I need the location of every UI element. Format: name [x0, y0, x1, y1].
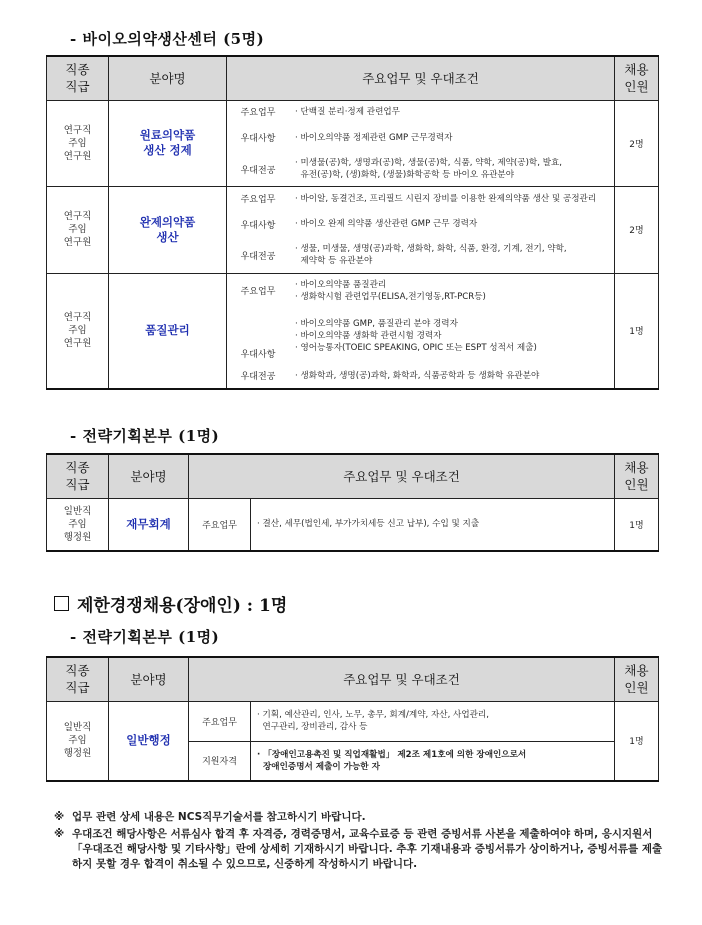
duties-cell — [227, 100, 615, 186]
note-text: 업무 관련 상세 내용은 NCS직무기술서를 참고하시기 바랍니다. — [72, 811, 366, 823]
duties-cell — [227, 273, 615, 389]
detail-label: 우대전공 — [240, 372, 276, 382]
header-field: 분야명 — [109, 657, 189, 701]
detail-item: · 바이오의약품 품질관리 · 생화학시험 관련업무(ELISA,전기영동,RT-PCR등) — [295, 279, 486, 302]
count-cell: 2명 — [615, 186, 659, 273]
detail-item: · 기획, 예산관리, 인사, 노무, 총무, 회계/계약, 자산, 사업관리, 연구관리, 장비관리, 감사 등 — [251, 701, 615, 741]
header-count: 채용 인원 — [615, 454, 659, 498]
detail-label: 주요업무 — [189, 498, 251, 551]
header-grade: 직종 직급 — [47, 454, 109, 498]
header-duties: 주요업무 및 우대조건 — [189, 657, 615, 701]
table-row — [47, 498, 659, 551]
restricted-hiring-label: 제한경쟁채용(장애인) : 1명 — [77, 596, 288, 616]
detail-item: · 바이오 완제 의약품 생산관련 GMP 근무 경력자 — [295, 219, 478, 229]
note-text: 우대조건 해당사항은 서류심사 합격 후 자격증, 경력증명서, 교육수료증 등 관련 증빙서류 사본을 제출하여야 하며, 응시지원서 「우대조건 해당사항 및 기타사항」란에 상세히 기재하시기 바랍니다. 추후 기재내용과 증빙서류가 상이하거나, 증빙서류를 제출하지 못할 경우 합격이 취소될 수 있으므로, 신중하게 작성하시기 바랍니다. — [72, 828, 663, 870]
field-cell: 품질관리 — [109, 273, 227, 389]
note-mark: ※ — [54, 811, 65, 823]
count-cell: 1명 — [615, 498, 659, 551]
detail-item: · 바이오의약품 정제관련 GMP 근무경력자 — [295, 132, 453, 143]
grade-cell: 일반직 주임 행정원 — [47, 701, 109, 781]
detail-item: · 생화학과, 생명(공)과학, 화학과, 식품공학과 등 생화학 유관분야 — [295, 370, 540, 381]
footnotes — [54, 810, 664, 872]
footnote — [54, 827, 664, 872]
header-field: 분야명 — [109, 454, 189, 498]
grade-cell: 연구직 주임 연구원 — [47, 100, 109, 186]
detail-label: 우대사항 — [240, 220, 276, 231]
table-row — [47, 186, 659, 273]
detail-label: 우대사항 — [240, 349, 276, 360]
count-cell: 1명 — [615, 701, 659, 781]
note-mark: ※ — [54, 828, 65, 840]
table-row — [47, 100, 659, 186]
field-cell: 원료의약품 생산 정제 — [109, 100, 227, 186]
detail-label: 지원자격 — [189, 741, 251, 781]
grade-cell: 일반직 주임 행정원 — [47, 498, 109, 551]
detail-label: 주요업무 — [240, 195, 276, 205]
header-count: 채용 인원 — [615, 56, 659, 100]
table-row — [47, 273, 659, 389]
count-cell: 2명 — [615, 100, 659, 186]
detail-label: 주요업무 — [240, 108, 276, 118]
header-field: 분야명 — [109, 56, 227, 100]
detail-item: · 단백질 분리·정제 관련업무 — [295, 106, 400, 117]
header-duties: 주요업무 및 우대조건 — [189, 454, 615, 498]
detail-item: · 생물, 미생물, 생명(공)과학, 생화학, 화학, 식품, 환경, 기계, 전기, 약학, 제약학 등 유관분야 — [295, 244, 567, 266]
recruitment-table-3 — [46, 656, 659, 782]
grade-cell: 연구직 주임 연구원 — [47, 273, 109, 389]
recruitment-table-1 — [46, 55, 659, 390]
footnote — [54, 810, 664, 825]
detail-item: · 바이오의약품 GMP, 품질관리 분야 경력자 · 바이오의약품 생화학 관련시험 경력자 · 영어능통자(TOEIC SPEAKING, OPIC 또는 ESPT 성적서 제출) — [295, 318, 537, 353]
field-cell: 재무회계 — [109, 498, 189, 551]
detail-item: · 바이알, 동결건조, 프리필드 시린지 장비를 이용한 완제의약품 생산 및 공정관리 — [295, 193, 597, 204]
detail-item: · 결산, 세무(법인세, 부가가치세등 신고 납부), 수입 및 지출 — [251, 498, 615, 551]
grade-cell: 연구직 주임 연구원 — [47, 186, 109, 273]
table-row — [47, 701, 659, 741]
field-cell: 완제의약품 생산 — [109, 186, 227, 273]
header-duties: 주요업무 및 우대조건 — [227, 56, 615, 100]
header-grade: 직종 직급 — [47, 56, 109, 100]
section1-title: - 바이오의약생산센터 (5명) — [70, 30, 265, 48]
detail-item: · 「장애인고용촉진 및 직업재활법」 제2조 제1호에 의한 장애인으로서 장애인증명서 제출이 가능한 자 — [251, 741, 615, 781]
field-cell: 일반행정 — [109, 701, 189, 781]
duties-cell — [227, 186, 615, 273]
restricted-hiring-title — [54, 591, 287, 616]
header-grade: 직종 직급 — [47, 657, 109, 701]
section2-title: - 전략기획본부 (1명) — [70, 427, 220, 445]
detail-label: 주요업무 — [240, 287, 276, 297]
detail-label: 우대전공 — [240, 251, 276, 262]
header-count: 채용 인원 — [615, 657, 659, 701]
recruitment-table-2 — [46, 453, 659, 552]
detail-item: · 미생물(공)학, 생명과(공)학, 생물(공)학, 식품, 약학, 제약(공)학, 발효, 유전(공)학, (생)화학, (생물)화학공학 등 바이오 유관분야 — [295, 158, 563, 180]
count-cell: 1명 — [615, 273, 659, 389]
detail-label: 주요업무 — [189, 701, 251, 741]
section3-title: - 전략기획본부 (1명) — [70, 628, 220, 646]
detail-label: 우대전공 — [240, 165, 276, 176]
checkbox-icon — [54, 596, 69, 611]
detail-label: 우대사항 — [240, 134, 276, 144]
